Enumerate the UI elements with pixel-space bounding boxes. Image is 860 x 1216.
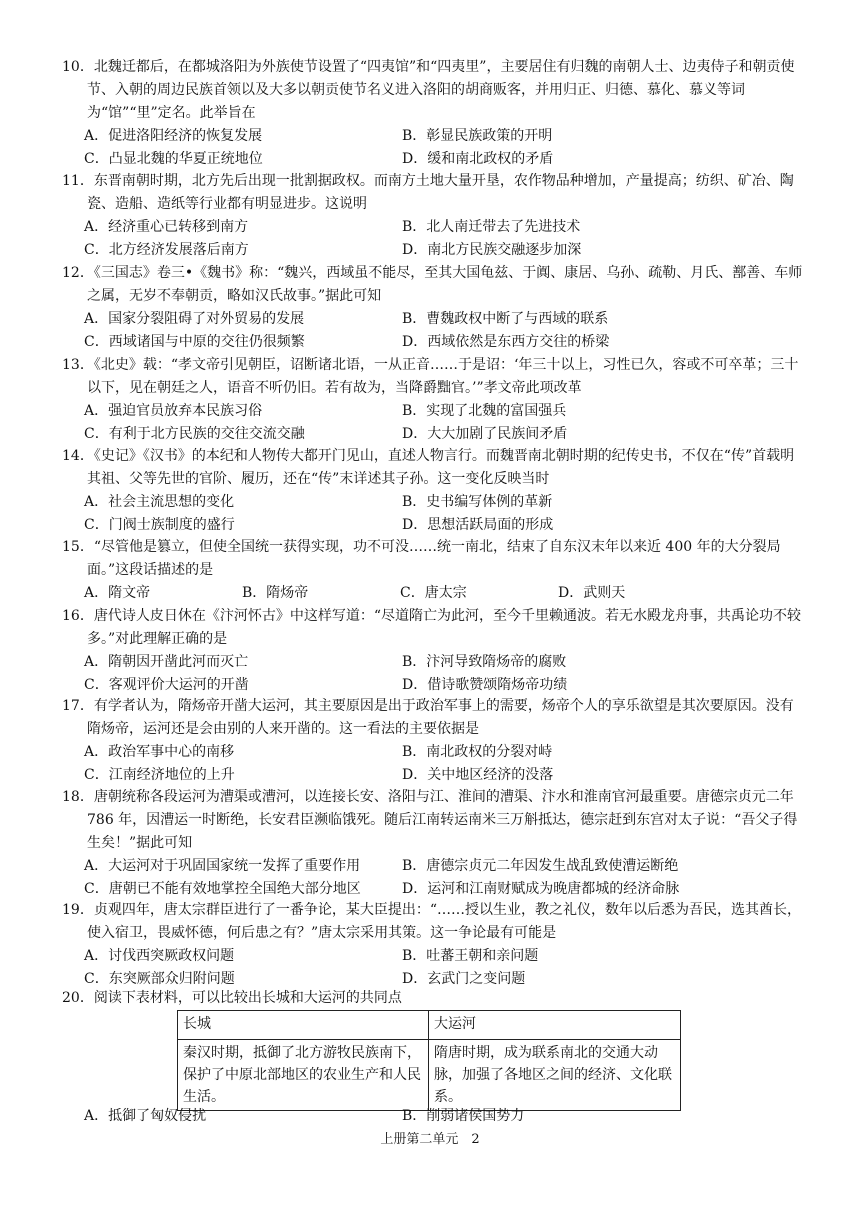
options xyxy=(62,945,807,991)
option-a[interactable]: A．政治军事中心的南移 xyxy=(84,744,235,760)
question-14 xyxy=(62,445,807,537)
question-stem: 18．唐朝统称各段运河为漕渠或漕河，以连接长安、洛阳与江、淮间的漕渠、汴水和淮南官河最重要。唐德宗贞元二年 786 年，因漕运一时断绝，长安君臣濒临饿死。随后江南转运南米三万斛抵达，德宗赶到东宫对太子说：“吾父子得生矣！”据此可知 xyxy=(62,789,798,851)
options xyxy=(62,308,807,354)
options xyxy=(62,582,807,605)
option-b[interactable]: B．彰显民族政策的开明 xyxy=(402,128,553,144)
option-b[interactable]: B．唐德宗贞元二年因发生战乱致使漕运断绝 xyxy=(402,858,679,874)
option-a[interactable]: A．讨伐西突厥政权问题 xyxy=(84,948,235,964)
question-stem: 20．阅读下表材料，可以比较出长城和大运河的共同点 xyxy=(62,990,402,1006)
option-b[interactable]: B．北人南迁带去了先进技术 xyxy=(402,219,581,235)
table-header-cell: 大运河 xyxy=(429,1011,681,1040)
option-c[interactable]: C．江南经济地位的上升 xyxy=(84,767,235,783)
option-c[interactable]: C．东突厥部众归附问题 xyxy=(84,971,235,987)
option-d[interactable]: D．武则天 xyxy=(558,585,626,601)
question-16 xyxy=(62,605,807,697)
question-stem: 14．《史记》《汉书》的本纪和人物传大都开门见山，直述人物言行。而魏晋南北朝时期的纪传史书，不仅在“传”首载明其祖、父等先世的官阶、履历，还在“传”末详述其子孙。这一变化反映当时 xyxy=(62,448,795,487)
option-c[interactable]: C．西域诸国与中原的交往仍很频繁 xyxy=(84,334,305,350)
option-c[interactable]: C．唐朝已不能有效地掌控全国绝大部分地区 xyxy=(84,881,361,897)
option-a[interactable]: A．国家分裂阻碍了对外贸易的发展 xyxy=(84,311,305,327)
option-c[interactable]: C．唐太宗 xyxy=(400,585,467,601)
option-d[interactable]: D．思想活跃局面的形成 xyxy=(402,517,554,533)
option-b[interactable]: B．削弱诸侯国势力 xyxy=(402,1108,525,1124)
question-19 xyxy=(62,899,807,991)
option-a[interactable]: A．抵御了匈奴侵扰 xyxy=(84,1108,207,1124)
question-18 xyxy=(62,786,807,901)
options xyxy=(62,741,807,787)
options xyxy=(62,855,807,901)
comparison-table xyxy=(177,1010,681,1111)
option-c[interactable]: C．有利于北方民族的交往交流交融 xyxy=(84,426,305,442)
option-b[interactable]: B．隋炀帝 xyxy=(242,585,309,601)
option-c[interactable]: C．凸显北魏的华夏正统地位 xyxy=(84,151,263,167)
option-d[interactable]: D．运河和江南财赋成为晚唐都城的经济命脉 xyxy=(402,881,680,897)
page-footer: 上册第二单元 2 xyxy=(380,1132,480,1147)
table-cell: 秦汉时期，抵御了北方游牧民族南下，保护了中原北部地区的农业生产和人民生活。 xyxy=(178,1040,429,1111)
question-20 xyxy=(62,987,807,1010)
question-11 xyxy=(62,170,807,262)
question-stem: 10．北魏迁都后，在都城洛阳为外族使节设置了“四夷馆”和“四夷里”，主要居住有归魏的南朝人士、边夷侍子和朝贡使节、入朝的周边民族首领以及大多以朝贡使节名义进入洛阳的胡商贩客，并用归正、归德、慕化、慕义等词为“馆”“里”定名。此举旨在 xyxy=(62,59,795,121)
question-stem: 12．《三国志》卷三•《魏书》称：“魏兴，西域虽不能尽，至其大国龟兹、于阗、康居、乌孙、疏勒、月氏、鄯善、车师之属，无岁不奉朝贡，略如汉氏故事。”据此可知 xyxy=(62,265,803,304)
option-b[interactable]: B．南北政权的分裂对峙 xyxy=(402,744,553,760)
option-c[interactable]: C．门阀士族制度的盛行 xyxy=(84,517,235,533)
option-d[interactable]: D．南北方民族交融逐步加深 xyxy=(402,242,582,258)
option-b[interactable]: B．史书编写体例的革新 xyxy=(402,494,553,510)
question-20-options xyxy=(62,1105,807,1128)
option-d[interactable]: D．缓和南北政权的矛盾 xyxy=(402,151,554,167)
option-a[interactable]: A．隋朝因开凿此河而灭亡 xyxy=(84,654,249,670)
option-a[interactable]: A．隋文帝 xyxy=(84,585,151,601)
question-12 xyxy=(62,262,807,354)
option-d[interactable]: D．玄武门之变问题 xyxy=(402,971,526,987)
option-a[interactable]: A．社会主流思想的变化 xyxy=(84,494,235,510)
option-b[interactable]: B．曹魏政权中断了与西域的联系 xyxy=(402,311,609,327)
table-header-row xyxy=(178,1011,681,1040)
options xyxy=(62,125,807,171)
option-d[interactable]: D．大大加剧了民族间矛盾 xyxy=(402,426,568,442)
question-13 xyxy=(62,354,807,446)
question-15 xyxy=(62,536,807,605)
question-stem: 19．贞观四年，唐太宗群臣进行了一番争论，某大臣提出：“……授以生业，教之礼仪，数年以后悉为吾民，选其酋长，使入宿卫，畏威怀德，何后患之有？”唐太宗采用其策。这一争论最有可能是 xyxy=(62,902,801,941)
table-cell: 隋唐时期，成为联系南北的交通大动脉，加强了各地区之间的经济、文化联系。 xyxy=(429,1040,681,1111)
option-b[interactable]: B．汴河导致隋炀帝的腐败 xyxy=(402,654,567,670)
option-b[interactable]: B．吐蕃王朝和亲问题 xyxy=(402,948,539,964)
option-c[interactable]: C．客观评价大运河的开凿 xyxy=(84,677,249,693)
question-stem: 17．有学者认为，隋炀帝开凿大运河，其主要原因是出于政治军事上的需要，炀帝个人的享乐欲望是其次要原因。没有隋炀帝，运河还是会由别的人来开凿的。这一看法的主要依据是 xyxy=(62,698,794,737)
options xyxy=(62,1105,807,1128)
question-stem: 11．东晋南朝时期，北方先后出现一批割据政权。而南方土地大量开垦，农作物品种增加，产量提高；纺织、矿冶、陶瓷、造船、造纸等行业都有明显进步。这说明 xyxy=(62,173,794,212)
question-17 xyxy=(62,695,807,787)
options xyxy=(62,491,807,537)
option-a[interactable]: A．促进洛阳经济的恢复发展 xyxy=(84,128,263,144)
option-a[interactable]: A．强迫官员放弃本民族习俗 xyxy=(84,403,263,419)
options xyxy=(62,216,807,262)
option-b[interactable]: B．实现了北魏的富国强兵 xyxy=(402,403,567,419)
question-stem: 13．《北史》载：“孝文帝引见朝臣，诏断诸北语，一从正音……于是诏：‘年三十以上，习性已久，容或不可卒革；三十以下，见在朝廷之人，语音不听仍旧。若有故为，当降爵黜官。’”孝文帝此项改革 xyxy=(62,357,799,396)
option-d[interactable]: D．西域依然是东西方交往的桥梁 xyxy=(402,334,610,350)
option-d[interactable]: D．关中地区经济的没落 xyxy=(402,767,554,783)
options xyxy=(62,651,807,697)
option-c[interactable]: C．北方经济发展落后南方 xyxy=(84,242,249,258)
question-stem: 16．唐代诗人皮日休在《汴河怀古》中这样写道：“尽道隋亡为此河，至今千里赖通波。若无水殿龙舟事，共禹论功不较多。”对此理解正确的是 xyxy=(62,608,801,647)
options xyxy=(62,400,807,446)
table-header-cell: 长城 xyxy=(178,1011,429,1040)
question-stem: 15．“尽管他是篡立，但使全国统一获得实现，功不可没……统一南北，结束了自东汉末年以来近 400 年的大分裂局面。”这段话描述的是 xyxy=(62,539,781,578)
option-d[interactable]: D．借诗歌赞颂隋炀帝功绩 xyxy=(402,677,568,693)
option-a[interactable]: A．大运河对于巩固国家统一发挥了重要作用 xyxy=(84,858,361,874)
question-10 xyxy=(62,56,807,171)
option-a[interactable]: A．经济重心已转移到南方 xyxy=(84,219,249,235)
table-row xyxy=(178,1040,681,1111)
